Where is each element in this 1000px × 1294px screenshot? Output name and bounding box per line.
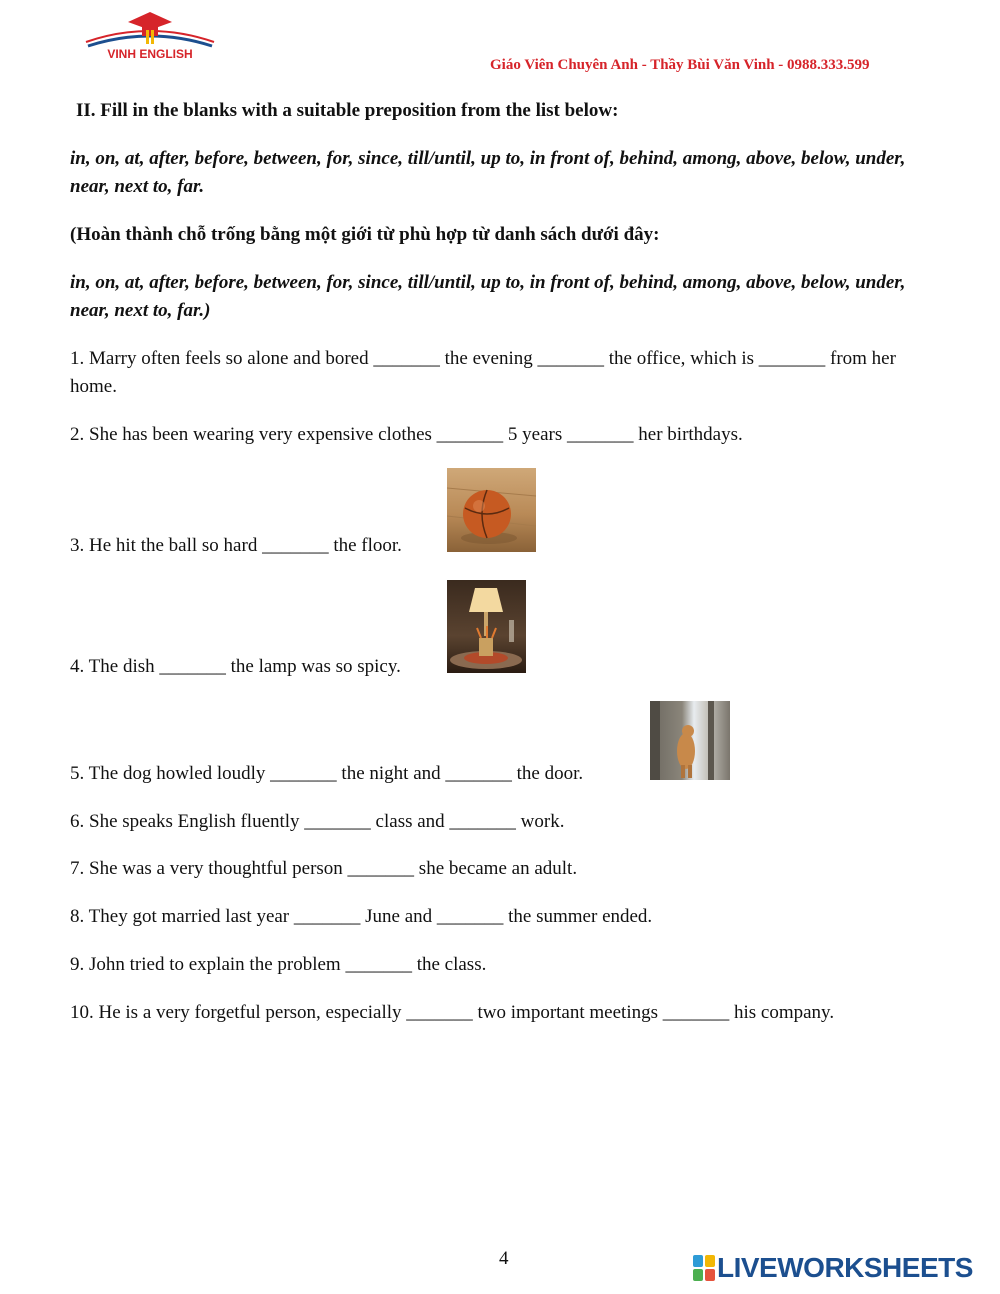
preposition-list: in, on, at, after, before, between, for, since, till/until, up to, in front of, behind, among, above, below, under, near, next to, far. xyxy=(70,148,906,197)
question-7: 7. She was a very thoughtful person _______ she became an adult. xyxy=(70,858,578,879)
question-8: 8. They got married last year _______ June and _______ the summer ended. xyxy=(70,906,653,927)
question-5: 5. The dog howled loudly _______ the night and _______ the door. xyxy=(70,763,584,784)
question-9: 9. John tried to explain the problem _______ the class. xyxy=(70,954,487,975)
dog-at-door-image xyxy=(650,701,730,780)
svg-text:VINH ENGLISH: VINH ENGLISH xyxy=(107,47,193,61)
liveworksheets-brand xyxy=(693,1252,973,1284)
vinh-english-logo xyxy=(80,8,220,66)
question-1: 1. Marry often feels so alone and bored _______ the evening _______ the office, which is _______ from her home. xyxy=(70,348,896,397)
section-title-vietnamese: (Hoàn thành chỗ trống bằng một giới từ phù hợp từ danh sách dưới đây: xyxy=(70,224,660,245)
liveworksheets-wordmark: LIVEWORKSHEETS xyxy=(717,1252,973,1283)
liveworksheets-logo-icon xyxy=(693,1255,715,1281)
question-10: 10. He is a very forgetful person, especially _______ two important meetings _______ his company. xyxy=(70,1002,835,1023)
dish-under-lamp-image xyxy=(447,580,526,673)
basketball-on-floor-image xyxy=(447,468,536,552)
question-2: 2. She has been wearing very expensive clothes _______ 5 years _______ her birthdays. xyxy=(70,424,743,445)
section-title: II. Fill in the blanks with a suitable preposition from the list below: xyxy=(76,100,619,121)
teacher-contact-line: Giáo Viên Chuyên Anh - Thầy Bùi Văn Vinh - 0988.333.599 xyxy=(490,57,870,73)
preposition-list-vietnamese: in, on, at, after, before, between, for, since, till/until, up to, in front of, behind, among, above, below, under, near, next to, far.) xyxy=(70,272,906,321)
question-6: 6. She speaks English fluently _______ class and _______ work. xyxy=(70,811,565,832)
page-number: 4 xyxy=(499,1248,509,1269)
question-3: 3. He hit the ball so hard _______ the floor. xyxy=(70,535,402,556)
question-4: 4. The dish _______ the lamp was so spicy. xyxy=(70,656,401,677)
